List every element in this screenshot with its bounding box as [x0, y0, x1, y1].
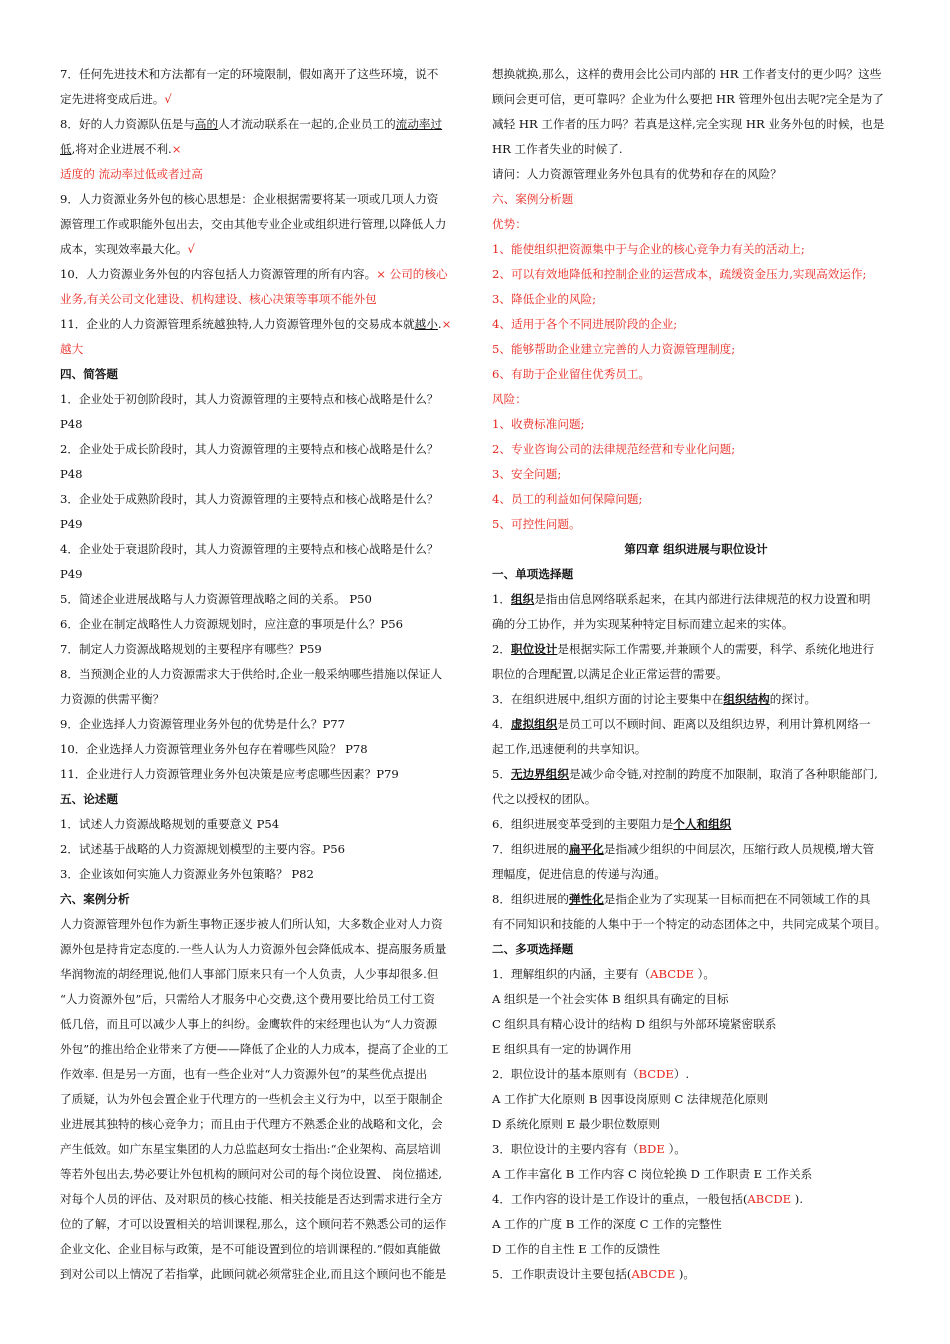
text-run: 越大: [60, 342, 84, 356]
text-run: 2．试述基于战略的人力资源规划模型的主要内容。P56: [60, 842, 345, 856]
right-text-line: [492, 387, 900, 412]
text-run: 优势：: [492, 217, 527, 231]
left-text-line: [60, 462, 460, 487]
text-run: 2．职位设计的基本原则有（: [492, 1067, 639, 1081]
text-run: ）。: [693, 967, 715, 981]
left-text-line: [60, 537, 460, 562]
text-run: 华润物流的胡经理说,他们人事部门原来只有一个人负责，人少事却很多.但: [60, 967, 439, 981]
right-text-line: [492, 1062, 900, 1087]
text-run: E 组织具有一定的协调作用: [492, 1042, 632, 1056]
text-run: 10．企业选择人力资源管理业务外包存在着哪些风险？ P78: [60, 742, 368, 756]
right-text-line: [492, 987, 900, 1012]
text-run: A 工作丰富化 B 工作内容 C 岗位轮换 D 工作职责 E 工作关系: [492, 1167, 813, 1181]
text-run: 想换就换,那么，这样的费用会比公司内部的 HR 工作者支付的更少吗？这些: [492, 67, 882, 81]
right-text-line: [492, 1187, 900, 1212]
text-run: 高的: [194, 117, 219, 131]
left-text-line: [60, 387, 460, 412]
right-text-line: [492, 137, 900, 162]
text-run: 无边界组织: [510, 767, 569, 781]
text-run: 流动率过: [395, 117, 443, 131]
text-run: 六、案例分析: [60, 892, 130, 906]
text-run: 产生低效。如广东星宝集团的人力总监赵珂女士指出:“企业架构、高层培训: [60, 1142, 441, 1156]
text-run: 5、可控性问题。: [492, 517, 581, 531]
right-text-line: [492, 437, 900, 462]
left-text-line: [60, 937, 460, 962]
right-text-line: [492, 787, 900, 812]
right-text-line: [492, 837, 900, 862]
text-run: 1．试述人力资源战略规划的重要意义 P54: [60, 817, 280, 831]
text-run: 组织结构: [723, 692, 770, 706]
right-text-line: [492, 162, 900, 187]
text-run: 业务,有关公司文化建设、机构建设、核心决策等事项不能外包: [60, 292, 377, 306]
left-text-line: [60, 1112, 460, 1137]
left-text-line: [60, 1187, 460, 1212]
right-text-line: [492, 412, 900, 437]
text-run: 7．制定人力资源战略规划的主要程序有哪些？P59: [60, 642, 322, 656]
text-run: BCDE: [638, 1067, 674, 1081]
text-run: 2．企业处于成长阶段时，其人力资源管理的主要特点和核心战略是什么？: [60, 442, 439, 456]
text-run: 是指企业为了实现某一目标而把在不同领域工作的具: [603, 892, 871, 906]
text-run: 位的了解，才可以设置相关的培训课程,那么，这个顾问若不熟悉公司的运作: [60, 1217, 447, 1231]
left-text-line: [60, 112, 460, 137]
right-text-line: [492, 912, 900, 937]
text-run: 10．人力资源业务外包的内容包括人力资源管理的所有内容。: [60, 267, 377, 281]
text-run: 业进展其独特的核心竞争力；而且由于代理方不熟悉企业的战略和文化，会: [60, 1117, 443, 1131]
text-run: 适度的 流动率过低或者过高: [60, 167, 203, 181]
text-run: 3、降低企业的风险;: [492, 292, 597, 306]
text-run: 9．人力资源业务外包的核心思想是：企业根据需要将某一项或几项人力资: [60, 192, 439, 206]
text-run: 5、能够帮助企业建立完善的人力资源管理制度;: [492, 342, 736, 356]
right-text-line: [492, 1212, 900, 1237]
text-run: A 组织是一个社会实体 B 组织具有确定的目标: [492, 992, 729, 1006]
left-text-line: [60, 362, 460, 387]
text-run: BDE: [638, 1142, 665, 1156]
text-run: “人力资源外包”后，只需给人才服务中心交费,这个费用要比给员工付工资: [60, 992, 435, 1006]
text-run: 8．好的人力资源队伍是与: [60, 117, 195, 131]
right-text-line: [492, 512, 900, 537]
right-text-line: [492, 1112, 900, 1137]
left-text-line: [60, 712, 460, 737]
left-text-line: [60, 162, 460, 187]
text-run: 是指减少组织的中间层次，压缩行政人员规模,增大管: [603, 842, 875, 856]
text-run: 人才流动联系在一起的,企业员工的: [218, 117, 396, 131]
right-text-line: [492, 737, 900, 762]
text-run: 二、多项选择题: [492, 942, 574, 956]
text-run: 2．: [492, 642, 511, 656]
text-run: 五、论述题: [60, 792, 118, 806]
text-run: 4、员工的利益如何保障问题;: [492, 492, 643, 506]
text-run: 11．企业的人力资源管理系统越独特,人力资源管理外包的交易成本就: [60, 317, 415, 331]
text-run: A 工作扩大化原则 B 因事设岗原则 C 法律规范化原则: [492, 1092, 769, 1106]
text-run: 弹性化: [568, 892, 604, 906]
text-run: 9．企业选择人力资源管理业务外包的优势是什么？P77: [60, 717, 345, 731]
left-text-line: [60, 1212, 460, 1237]
text-run: ABCDE: [650, 967, 694, 981]
right-text-line: [492, 587, 900, 612]
left-text-line: [60, 987, 460, 1012]
text-run: 5．简述企业进展战略与人力资源管理战略之间的关系。 P50: [60, 592, 372, 606]
text-run: 4．工作内容的设计是工作设计的重点，一般包括(: [492, 1192, 748, 1206]
left-text-line: [60, 762, 460, 787]
right-text-line: [492, 962, 900, 987]
right-text-line: [492, 1012, 900, 1037]
text-run: 3．企业处于成熟阶段时，其人力资源管理的主要特点和核心战略是什么？: [60, 492, 439, 506]
left-text-line: [60, 412, 460, 437]
text-run: 2、可以有效地降低和控制企业的运营成本，疏缓资金压力,实现高效运作;: [492, 267, 867, 281]
right-text-line: [492, 287, 900, 312]
text-run: 作效率. 但是另一方面，也有一些企业对“人力资源外包”的某些优点提出: [60, 1067, 428, 1081]
right-text-line: [492, 537, 900, 562]
text-run: 5．: [492, 767, 511, 781]
right-text-line: [492, 187, 900, 212]
text-run: 企业文化、企业目标与政策，是不可能设置到位的培训课程的.”假如真能做: [60, 1242, 441, 1256]
text-run: 6．组织进展变革受到的主要阻力是: [492, 817, 674, 831]
text-run: 1．理解组织的内涵，主要有（: [492, 967, 651, 981]
text-run: 有不同知识和技能的人集中于一个特定的动态团体之中，共同完成某个项目。: [492, 917, 887, 931]
text-run: ,将对企业进展不利.: [71, 142, 172, 156]
right-text-line: [492, 212, 900, 237]
text-run: 起工作,迅速便利的共享知识。: [492, 742, 647, 756]
text-run: 成本，实现效率最大化。: [60, 242, 188, 256]
right-text-line: [492, 1037, 900, 1062]
text-run: 代之以授权的团队。: [492, 792, 597, 806]
text-run: 减轻 HR 工作者的压力吗？若真是这样,完全实现 HR 业务外包的时候，也是: [492, 117, 885, 131]
text-run: 2、专业咨询公司的法律规范经营和专业化问题;: [492, 442, 736, 456]
text-run: 1．企业处于初创阶段时，其人力资源管理的主要特点和核心战略是什么？: [60, 392, 439, 406]
text-run: HR 工作者失业的时候了.: [492, 142, 623, 156]
text-run: 个人和组织: [673, 817, 732, 831]
left-text-line: [60, 562, 460, 587]
text-run: 8．组织进展的: [492, 892, 569, 906]
text-run: 虚拟组织: [510, 717, 558, 731]
left-text-line: [60, 1262, 460, 1287]
text-run: 是根据实际工作需要,并兼顾个人的需要，科学、系统化地进行: [557, 642, 875, 656]
left-text-line: [60, 1162, 460, 1187]
left-text-line: [60, 662, 460, 687]
right-text-line: [492, 812, 900, 837]
left-text-line: [60, 1012, 460, 1037]
text-run: 1、能使组织把资源集中于与企业的核心竞争力有关的活动上;: [492, 242, 805, 256]
left-text-line: [60, 912, 460, 937]
right-text-line: [492, 937, 900, 962]
text-run: 源外包是持肯定态度的.一些人认为人力资源外包会降低成本、提高服务质量: [60, 942, 447, 956]
text-run: ).: [791, 1192, 804, 1206]
text-run: 的探讨。: [769, 692, 817, 706]
text-run: P49: [60, 567, 83, 581]
text-run: 7．任何先进技术和方法都有一定的环境限制，假如离开了这些环境，说不: [60, 67, 439, 81]
text-run: )。: [675, 1267, 695, 1281]
left-text-line: [60, 887, 460, 912]
right-text-line: [492, 1087, 900, 1112]
left-text-line: [60, 512, 460, 537]
text-run: 4．: [492, 717, 511, 731]
left-column: [60, 62, 460, 1287]
left-text-line: [60, 212, 460, 237]
right-text-line: [492, 612, 900, 637]
text-run: 低几倍，而且可以减少人事上的纠纷。金鹰软件的宋经理也认为“人力资源: [60, 1017, 437, 1031]
left-text-line: [60, 737, 460, 762]
right-text-line: [492, 112, 900, 137]
right-text-line: [492, 262, 900, 287]
left-text-line: [60, 812, 460, 837]
right-text-line: [492, 62, 900, 87]
left-text-line: [60, 62, 460, 87]
right-text-line: [492, 1237, 900, 1262]
left-text-line: [60, 137, 460, 162]
text-run: ABCDE: [747, 1192, 792, 1206]
text-run: × 公司的核心: [376, 267, 448, 281]
text-run: √: [164, 92, 172, 106]
right-text-line: [492, 237, 900, 262]
text-run: 11．企业进行人力资源管理业务外包决策是应考虑哪些因素？P79: [60, 767, 399, 781]
text-run: 3、安全问题;: [492, 467, 562, 481]
left-text-line: [60, 337, 460, 362]
left-text-line: [60, 962, 460, 987]
text-run: .: [437, 317, 442, 331]
right-text-line: [492, 1137, 900, 1162]
left-text-line: [60, 862, 460, 887]
right-text-line: [492, 637, 900, 662]
text-run: 4、适用于各个不同进展阶段的企业;: [492, 317, 678, 331]
text-run: 7．组织进展的: [492, 842, 569, 856]
text-run: ×: [441, 317, 452, 331]
text-run: 力资源的供需平衡？: [60, 692, 165, 706]
text-run: 是员工可以不顾时间、距离以及组织边界，利用计算机网络一: [557, 717, 871, 731]
left-text-line: [60, 587, 460, 612]
left-text-line: [60, 312, 460, 337]
text-run: 请问：人力资源管理业务外包具有的优势和存在的风险？: [492, 167, 782, 181]
text-run: √: [187, 242, 195, 256]
right-text-line: [492, 337, 900, 362]
text-run: P49: [60, 517, 83, 531]
text-run: 等若外包出去,势必要让外包机构的顾问对公司的每个岗位设置、 岗位描述,: [60, 1167, 443, 1181]
text-run: 3．职位设计的主要内容有（: [492, 1142, 639, 1156]
text-run: 3．在组织进展中,组织方面的讨论主要集中在: [492, 692, 724, 706]
text-run: 定先进将变成后进。: [60, 92, 165, 106]
text-run: 六、案例分析题: [492, 192, 574, 206]
text-run: D 工作的自主性 E 工作的反馈性: [492, 1242, 660, 1256]
text-run: 第四章 组织进展与职位设计: [624, 542, 768, 556]
right-text-line: [492, 312, 900, 337]
text-run: 1、收费标准问题;: [492, 417, 585, 431]
text-run: 对每个人员的评估、及对职员的核心技能、相关技能是否达到需求进行全方: [60, 1192, 443, 1206]
right-text-line: [492, 1162, 900, 1187]
text-run: 4．企业处于衰退阶段时，其人力资源管理的主要特点和核心战略是什么？: [60, 542, 439, 556]
right-column: [492, 62, 900, 1287]
right-text-line: [492, 712, 900, 737]
right-text-line: [492, 562, 900, 587]
text-run: P48: [60, 467, 83, 481]
text-run: 职位的合理配置,以满足企业正常运营的需要。: [492, 667, 728, 681]
text-run: 1．: [492, 592, 511, 606]
right-text-line: [492, 87, 900, 112]
text-run: ）。: [664, 1142, 686, 1156]
left-text-line: [60, 787, 460, 812]
left-text-line: [60, 437, 460, 462]
text-run: 人力资源管理外包作为新生事物正逐步被人们所认知，大多数企业对人力资: [60, 917, 443, 931]
left-text-line: [60, 1087, 460, 1112]
text-run: 是减少命令链,对控制的跨度不加限制，取消了各种职能部门,: [568, 767, 878, 781]
left-text-line: [60, 837, 460, 862]
text-run: D 系统化原则 E 最少职位数原则: [492, 1117, 660, 1131]
text-run: 8．当预测企业的人力资源需求大于供给时,企业一般采纳哪些措施以保证人: [60, 667, 443, 681]
right-text-line: [492, 687, 900, 712]
text-run: 3．企业该如何实施人力资源业务外包策略？ P82: [60, 867, 314, 881]
right-text-line: [492, 1262, 900, 1287]
text-run: 外包”的推出给企业带来了方便——降低了企业的人力成本，提高了企业的工: [60, 1042, 449, 1056]
text-run: ×: [171, 142, 182, 156]
text-run: 四、简答题: [60, 367, 118, 381]
text-run: 5．工作职责设计主要包括(: [492, 1267, 632, 1281]
left-text-line: [60, 262, 460, 287]
left-text-line: [60, 237, 460, 262]
left-text-line: [60, 1062, 460, 1087]
text-run: 了质疑，认为外包会置企业于代理方的一些机会主义行为中，以至于限制企: [60, 1092, 443, 1106]
text-run: 顾问会更可信，更可靠吗？企业为什么要把 HR 管理外包出去呢?完全是为了: [492, 92, 884, 106]
right-text-line: [492, 762, 900, 787]
right-text-line: [492, 487, 900, 512]
text-run: 职位设计: [510, 642, 558, 656]
text-run: ）.: [673, 1067, 690, 1081]
left-text-line: [60, 1137, 460, 1162]
text-run: A 工作的广度 B 工作的深度 C 工作的完整性: [492, 1217, 722, 1231]
text-run: 组织: [510, 592, 535, 606]
right-text-line: [492, 862, 900, 887]
text-run: 到对公司以上情况了若指掌，此顾问就必须常驻企业,而且这个顾问也不能是: [60, 1267, 447, 1281]
left-text-line: [60, 87, 460, 112]
text-run: 低: [60, 142, 72, 156]
text-run: 6．企业在制定战略性人力资源规划时，应注意的事项是什么？P56: [60, 617, 403, 631]
text-run: 6、有助于企业留住优秀员工。: [492, 367, 651, 381]
text-run: 扁平化: [568, 842, 604, 856]
left-text-line: [60, 637, 460, 662]
text-run: 风险：: [492, 392, 527, 406]
text-run: 确的分工协作，并为实现某种特定目标而建立起来的实体。: [492, 617, 794, 631]
left-text-line: [60, 287, 460, 312]
text-run: 一、单项选择题: [492, 567, 574, 581]
right-text-line: [492, 662, 900, 687]
left-text-line: [60, 487, 460, 512]
text-run: 源管理工作或职能外包出去，交由其他专业企业或组织进行管理,以降低人力: [60, 217, 447, 231]
left-text-line: [60, 187, 460, 212]
right-text-line: [492, 887, 900, 912]
left-text-line: [60, 1037, 460, 1062]
text-run: C 组织具有精心设计的结构 D 组织与外部环境紧密联系: [492, 1017, 777, 1031]
text-run: 理幅度，促进信息的传递与沟通。: [492, 867, 666, 881]
left-text-line: [60, 1237, 460, 1262]
right-text-line: [492, 362, 900, 387]
text-run: ABCDE: [631, 1267, 676, 1281]
text-run: 越小: [414, 317, 438, 331]
text-run: P48: [60, 417, 83, 431]
left-text-line: [60, 612, 460, 637]
text-run: 是指由信息网络联系起来，在其内部进行法律规范的权力设置和明: [534, 592, 871, 606]
right-text-line: [492, 462, 900, 487]
left-text-line: [60, 687, 460, 712]
